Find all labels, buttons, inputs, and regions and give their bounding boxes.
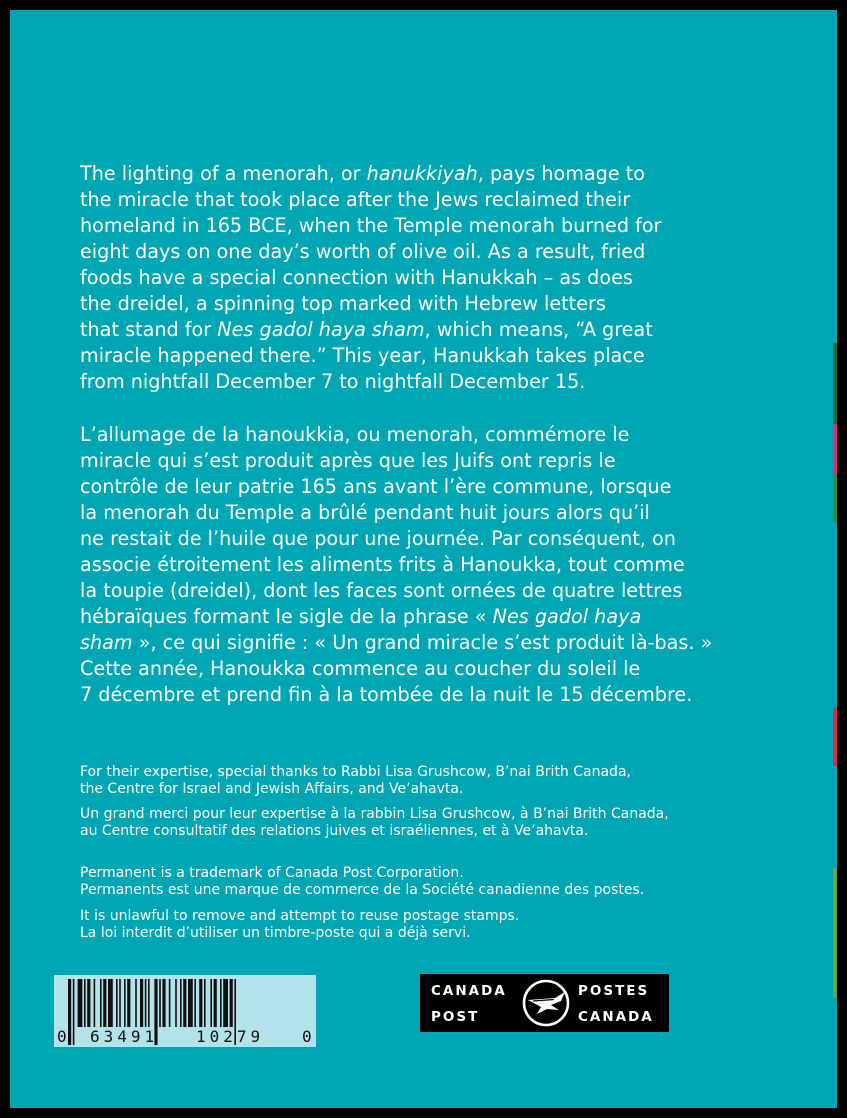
barcode-bar bbox=[135, 979, 137, 1027]
paragraph-line bbox=[80, 213, 780, 239]
trademark-line: Permanents est une marque de commerce de la Société canadienne des postes. bbox=[80, 882, 645, 898]
line-text: associe étroitement les aliments frits à Hanoukka, tout comme bbox=[80, 553, 685, 576]
paragraph-line bbox=[80, 448, 780, 474]
paragraph-line bbox=[80, 526, 780, 552]
italic-phrase: hanukkiyah bbox=[366, 162, 478, 185]
thanks-french-line: Un grand merci pour leur expertise à la rabbin Lisa Grushcow, à B’nai Brith Canada, bbox=[80, 806, 669, 822]
barcode-bar bbox=[183, 979, 186, 1027]
barcode-right-group: 10279 bbox=[196, 1027, 265, 1046]
unlawful-line: La loi interdit d’utiliser un timbre-poste qui a déjà servi. bbox=[80, 925, 471, 941]
italic-phrase: Nes gadol haya bbox=[492, 605, 642, 628]
thanks-french bbox=[80, 806, 780, 840]
barcode-bar bbox=[100, 979, 102, 1027]
line-text: that stand for bbox=[80, 318, 218, 341]
paragraph-line bbox=[80, 500, 780, 526]
barcode-bar bbox=[214, 979, 217, 1027]
logo-word-postes: POSTES bbox=[578, 983, 650, 999]
paragraph-line bbox=[80, 239, 780, 265]
edge-color-strip bbox=[833, 708, 837, 766]
barcode-bar bbox=[223, 979, 228, 1027]
line-text: homeland in 165 BCE, when the Temple menorah burned for bbox=[80, 214, 662, 237]
paragraph-line bbox=[80, 656, 780, 682]
barcode-bar bbox=[145, 979, 147, 1027]
barcode-bar bbox=[103, 979, 106, 1027]
line-text: la menorah du Temple a brûlé pendant huit jours alors qu’il bbox=[80, 501, 650, 524]
barcode-bar bbox=[230, 979, 233, 1027]
thanks-english bbox=[80, 764, 780, 798]
paragraph-line bbox=[80, 369, 780, 395]
barcode-left-group: 63491 bbox=[90, 1027, 159, 1046]
paragraph-line bbox=[80, 552, 780, 578]
line-text: , pays homage to bbox=[477, 162, 646, 185]
logo-word-canada-en: CANADA bbox=[431, 983, 507, 999]
line-text: The lighting of a menorah, or bbox=[80, 162, 367, 185]
barcode-last-digit: 0 bbox=[302, 1027, 312, 1046]
line-text: hébraïques formant le sigle de la phrase « bbox=[80, 605, 493, 628]
line-text: 7 décembre et prend fin à la tombée de la nuit le 15 décembre. bbox=[80, 683, 693, 706]
line-text: eight days on one day’s worth of olive oil. As a result, fried bbox=[80, 240, 646, 263]
paragraph-line bbox=[80, 604, 780, 630]
italic-phrase: Nes gadol haya sham bbox=[217, 318, 425, 341]
barcode-bar bbox=[199, 979, 202, 1027]
line-text: la toupie (dreidel), dont les faces sont ornées de quatre lettres bbox=[80, 579, 683, 602]
line-text: contrôle de leur patrie 165 ans avant l’ère commune, lorsque bbox=[80, 475, 672, 498]
paragraph-line bbox=[80, 422, 780, 448]
barcode-bar bbox=[159, 979, 161, 1027]
barcode-bar bbox=[116, 979, 118, 1027]
barcode-bar bbox=[180, 979, 182, 1027]
barcode-bar bbox=[119, 979, 121, 1027]
line-text: ne restait de l’huile que pour une journée. Par conséquent, on bbox=[80, 527, 676, 550]
line-text: the dreidel, a spinning top marked with Hebrew letters bbox=[80, 292, 606, 315]
paragraph-line bbox=[80, 291, 780, 317]
paragraph-line bbox=[80, 578, 780, 604]
edge-color-strip bbox=[833, 424, 837, 474]
trademark-notice bbox=[80, 865, 780, 899]
paragraph-line bbox=[80, 474, 780, 500]
booklet-back-panel bbox=[10, 10, 837, 1108]
barcode-bar bbox=[87, 979, 90, 1027]
thanks-english-line: For their expertise, special thanks to Rabbi Lisa Grushcow, B’nai Brith Canada, bbox=[80, 764, 631, 780]
barcode-bar bbox=[94, 979, 96, 1027]
barcode-bar bbox=[148, 979, 150, 1027]
logo-word-post: POST bbox=[431, 1009, 480, 1025]
line-text: miracle happened there.” This year, Hanukkah takes place bbox=[80, 344, 645, 367]
line-text: from nightfall December 7 to nightfall December 15. bbox=[80, 370, 586, 393]
barcode-bar bbox=[124, 979, 126, 1027]
paragraph-line bbox=[80, 682, 780, 708]
paragraph-line bbox=[80, 265, 780, 291]
barcode-first-digit: 0 bbox=[57, 1027, 67, 1046]
line-text: foods have a special connection with Hanukkah – as does bbox=[80, 266, 633, 289]
barcode-bar bbox=[127, 979, 130, 1027]
barcode-bar bbox=[162, 979, 165, 1027]
barcode-bar bbox=[84, 979, 86, 1027]
unlawful-notice bbox=[80, 908, 780, 942]
line-text: », ce qui signifie : « Un grand miracle s’est produit là-bas. » bbox=[132, 631, 713, 654]
thanks-french-line: au Centre consultatif des relations juives et israéliennes, et à Ve’ahavta. bbox=[80, 823, 589, 839]
trademark-line: Permanent is a trademark of Canada Post Corporation. bbox=[80, 865, 464, 881]
french-paragraph bbox=[80, 422, 780, 708]
unlawful-line: It is unlawful to remove and attempt to reuse postage stamps. bbox=[80, 908, 520, 924]
barcode-digits bbox=[54, 1027, 316, 1045]
barcode-bar bbox=[108, 979, 113, 1027]
barcode-bar bbox=[210, 979, 212, 1027]
paragraph-line bbox=[80, 630, 780, 656]
line-text: L’allumage de la hanoukkia, ou menorah, commémore le bbox=[80, 423, 630, 446]
upc-barcode bbox=[54, 975, 316, 1047]
line-text: , which means, “A great bbox=[424, 318, 653, 341]
edge-color-strip bbox=[833, 474, 837, 522]
canada-post-logo bbox=[420, 974, 669, 1032]
barcode-bar bbox=[194, 979, 196, 1027]
barcode-bar bbox=[204, 979, 206, 1027]
barcode-bar bbox=[175, 979, 177, 1027]
line-text: Cette année, Hanoukka commence au coucher du soleil le bbox=[80, 657, 641, 680]
line-text: miracle qui s’est produit après que les Juifs ont repris le bbox=[80, 449, 616, 472]
paragraph-line bbox=[80, 161, 780, 187]
eagle-icon bbox=[521, 978, 571, 1028]
line-text: the miracle that took place after the Jews reclaimed their bbox=[80, 188, 631, 211]
barcode-bar bbox=[169, 979, 171, 1027]
logo-word-canada-fr: CANADA bbox=[578, 1009, 654, 1025]
barcode-bar bbox=[220, 979, 222, 1027]
barcode-bar bbox=[140, 979, 143, 1027]
paragraph-line bbox=[80, 317, 780, 343]
thanks-english-line: the Centre for Israel and Jewish Affairs, and Ve’ahavta. bbox=[80, 781, 464, 797]
edge-color-strip bbox=[833, 343, 837, 433]
paragraph-line bbox=[80, 187, 780, 213]
italic-phrase: sham bbox=[80, 631, 133, 654]
paragraph-line bbox=[80, 343, 780, 369]
edge-color-strip bbox=[833, 868, 837, 998]
barcode-bar bbox=[188, 979, 193, 1027]
english-paragraph bbox=[80, 161, 780, 395]
barcode-bar bbox=[78, 979, 83, 1027]
